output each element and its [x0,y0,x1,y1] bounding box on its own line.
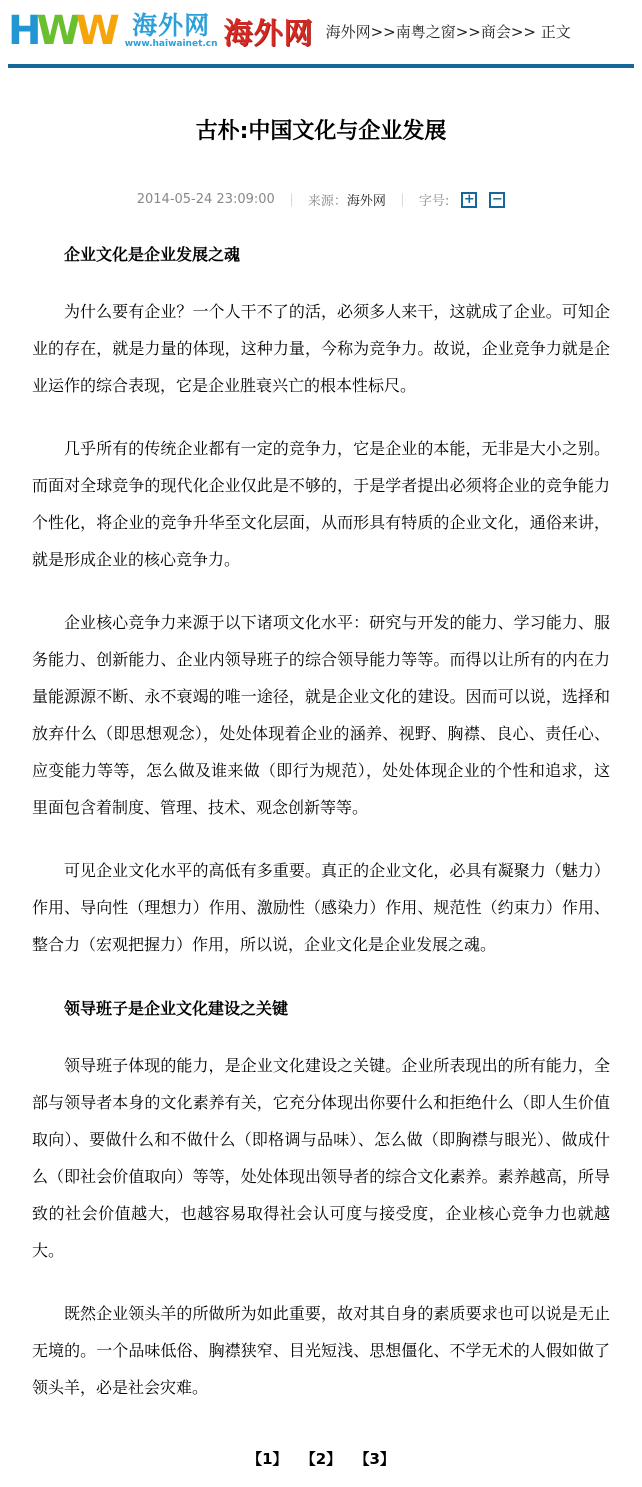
source-wrap [308,190,386,209]
article-paragraph: 可见企业文化水平的高低有多重要。真正的企业文化，必具有凝聚力（魅力）作用、导向性（理想力）作用、激励性（感染力）作用、规范性（约束力）作用、整合力（宏观把握力）作用，所以说，企业文化是企业发展之魂。 [32,861,610,954]
article-paragraph: 为什么要有企业？一个人干不了的活，必须多人来干，这就成了企业。可知企业的存在，就是力量的体现，这种力量，今称为竞争力。故说，企业竞争力就是企业运作的综合表现，它是企业胜衰兴亡的根本性标尺。 [32,302,610,395]
source-value[interactable]: 海外网 [346,194,386,209]
page-button-1[interactable]: 【1】 [247,1450,288,1468]
fontsize-label: 字号: [418,194,450,209]
font-increase-button[interactable]: + [461,192,477,208]
article-body [32,243,610,1406]
font-decrease-button[interactable]: − [489,192,505,208]
breadcrumb[interactable]: 海外网>>南粤之窗>>商会>> 正文 [325,22,571,41]
page-button-2[interactable]: 【2】 [300,1450,342,1468]
source-label: 来源： [307,194,347,209]
section-heading: 企业文化是企业发展之魂 [64,245,241,264]
logo-sitename-blue [125,13,218,49]
article-meta [32,190,610,209]
page-title: 古朴:中国文化与企业发展 [195,119,447,144]
section-heading: 领导班子是企业文化建设之关键 [64,999,289,1018]
hww-logo-icon [8,8,115,54]
article-content [0,118,642,1487]
logo-letter-h: H [8,8,37,54]
logo-letter-w1: W [36,8,76,54]
pagination [32,1448,610,1487]
article-paragraph: 企业核心竞争力来源于以下诸项文化水平：研究与开发的能力、学习能力、服务能力、创新能力、企业内领导班子的综合领导能力等等。而得以让所有的内在力量能源源不断、永不衰竭的唯一途径，就是企业文化的建设。因而可以说，选择和放弃什么（即思想观念），处处体现着企业的涵养、视野、胸襟、良心、责任心、应变能力等等，怎么做及谁来做（即行为规范），处处体现企业的个性和追求，这里面包含着制度、管理、技术、观念创新等等。 [32,613,610,817]
publish-date: 2014-05-24 23:09:00 [136,192,275,207]
meta-separator: ｜ [395,194,409,209]
article-paragraph: 几乎所有的传统企业都有一定的竞争力，它是企业的本能，无非是大小之别。而面对全球竞争的现代化企业仅此是不够的，于是学者提出必须将企业的竞争能力个性化，将企业的竞争升华至文化层面，从而形具有特质的企业文化，通俗来讲，就是形成企业的核心竞争力。 [32,439,610,569]
logo-sitename-red: 海外网 [223,15,314,50]
header-divider [8,64,634,68]
site-logo[interactable] [8,8,314,54]
site-header [0,0,642,52]
article-paragraph: 既然企业领头羊的所做所为如此重要，故对其自身的素质要求也可以说是无止无境的。一个品味低俗、胸襟狭窄、目光短浅、思想僵化、不学无术的人假如做了领头羊，必是社会灾难。 [32,1304,610,1397]
page-button-3[interactable]: 【3】 [354,1450,395,1468]
logo-letter-w2: W [75,8,115,54]
article-paragraph: 领导班子体现的能力，是企业文化建设之关键。企业所表现出的所有能力，全部与领导者本身的文化素养有关，它充分体现出你要什么和拒绝什么（即人生价值取向）、要做什么和不做什么（即格调与品味）、怎么做（即胸襟与眼光）、做成什么（即社会价值取向）等等，处处体现出领导者的综合文化素养。素养越高，所导致的社会价值越大，也越容易取得社会认可度与接受度，企业核心竞争力也就越大。 [32,1056,610,1260]
logo-site-url: www.haiwainet.cn [124,39,218,49]
meta-separator: ｜ [284,194,298,209]
logo-sitename-blue-text: 海外网 [132,11,211,40]
